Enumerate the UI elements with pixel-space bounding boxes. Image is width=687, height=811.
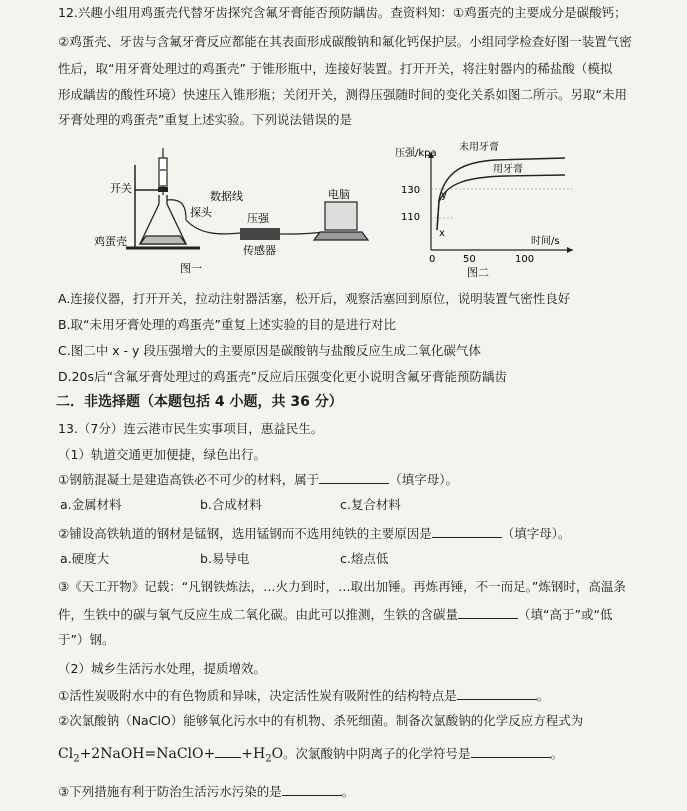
label-pressure: 压强 — [247, 212, 269, 225]
q12-option-c: C.图二中 x - y 段压强增大的主要原因是碳酸钠与盐酸反应生成二氧化碳气体 — [58, 343, 481, 358]
figure-2-caption: 图二 — [467, 266, 489, 279]
curve-used-toothpaste — [437, 175, 565, 230]
q13-part-2-sub-1-text: ①活性炭吸附水中的有色物质和异味，决定活性炭有吸附性的结构特点是 — [58, 688, 457, 703]
chart-xlabel: 时间/s — [531, 236, 560, 247]
data-cable — [186, 220, 240, 234]
formula-h-sub: 2 — [265, 753, 272, 765]
q12-line-2: ②鸡蛋壳、牙齿与含氟牙膏反应都能在其表面形成碳酸钠和氟化钙保护层。小组同学检查好图一装置气密 — [58, 34, 632, 49]
answer-blank-7[interactable] — [282, 782, 342, 796]
formula-o: O — [271, 746, 284, 762]
chart-tick-x0: 0 — [429, 254, 436, 265]
formula-tail-end: 。 — [550, 746, 564, 761]
formula-mid: +2NaOH=NaClO+ — [79, 746, 216, 762]
q12-line-5: 牙膏处理的鸡蛋壳”重复上述实验。下列说法错误的是 — [58, 112, 352, 127]
label-switch: 开关 — [110, 182, 132, 195]
formula-tail-text: 。次氯酸钠中阴离子的化学符号是 — [283, 746, 471, 761]
q13-sub-1-opt-b: b.合成材料 — [200, 497, 262, 512]
q13-sub-1-tail: （填字母）。 — [389, 472, 458, 487]
chart-tick-x50: 50 — [463, 254, 476, 265]
point-y-label: y — [441, 190, 447, 201]
q13-part-1: （1）轨道交通更加便捷，绿色出行。 — [58, 447, 266, 462]
sensor-icon — [240, 228, 280, 240]
answer-blank-2[interactable] — [432, 524, 502, 538]
q13-sub-2-text: ②铺设高铁轨道的钢材是锰钢，选用锰钢而不选用纯铁的主要原因是 — [58, 526, 432, 541]
q12-line-4: 形成龋齿的酸性环境）快速压入锥形瓶；关闭开关，测得压强随时间的变化关系如图二所示。另取“未用 — [58, 87, 627, 102]
q12-option-d: D.20s后“含氟牙膏处理过的鸡蛋壳”反应后压强变化更小说明含氟牙膏能预防龋齿 — [58, 369, 507, 384]
answer-blank-5[interactable] — [215, 744, 241, 758]
q13-sub-3-line-2 — [58, 605, 659, 624]
q13-sub-2-opt-c: c.熔点低 — [340, 551, 389, 566]
q13-sub-2-opt-b: b.易导电 — [200, 551, 250, 566]
point-x-label: x — [439, 228, 445, 239]
q13-part-2-sub-1-tail: 。 — [536, 688, 550, 703]
label-computer: 电脑 — [328, 188, 350, 201]
q13-sub-1-opt-a: a.金属材料 — [60, 497, 122, 512]
q13-title: 13.（7分）连云港市民生实事项目，惠益民生。 — [58, 421, 324, 436]
q13-part-2-sub-1 — [58, 686, 659, 705]
q13-sub-3-tail: （填“高于”或“低 — [518, 607, 613, 622]
label-eggshell: 鸡蛋壳 — [94, 235, 127, 248]
formula-h: +H — [241, 746, 266, 762]
q13-part-2-sub-3-tail: 。 — [341, 784, 355, 799]
answer-blank-3[interactable] — [458, 605, 518, 619]
q13-sub-2-tail: （填字母）。 — [501, 526, 571, 541]
answer-blank-4[interactable] — [457, 686, 537, 700]
figure-1-apparatus — [90, 140, 390, 280]
q13-sub-2 — [58, 524, 659, 543]
chart-tick-x100: 100 — [515, 254, 535, 265]
q13-part-2-sub-3 — [58, 782, 659, 801]
section-2-heading: 二．非选择题（本题包括 4 小题，共 36 分） — [56, 394, 343, 410]
q13-sub-3-text: 件，生铁中的碳与氧气反应生成二氧化碳。由此可以推测，生铁的含碳量 — [58, 607, 459, 622]
q13-part-2: （2）城乡生活污水处理，提质增效。 — [58, 661, 266, 676]
switch-valve — [158, 187, 168, 192]
answer-blank-1[interactable] — [319, 470, 389, 484]
chart-tick-110: 110 — [401, 212, 421, 223]
label-probe: 探头 — [190, 206, 212, 219]
figure-2-chart — [395, 140, 580, 280]
chart-tick-130: 130 — [401, 185, 421, 196]
q13-part-2-sub-3-text: ③下列措施有利于防治生活污水污染的是 — [58, 784, 282, 799]
formula-cl-sub: 2 — [73, 753, 80, 765]
q12-option-a: A.连接仪器，打开开关，拉动注射器活塞，松开后，观察活塞回到原位，说明装置气密性良好 — [58, 291, 571, 306]
label-cable: 数据线 — [210, 190, 243, 203]
label-unused-toothpaste: 未用牙膏 — [459, 142, 499, 153]
chart-ylabel: 压强/kpa — [395, 148, 437, 159]
q13-sub-2-opt-a: a.硬度大 — [60, 551, 110, 566]
q13-sub-1-text: ①钢筋混凝土是建造高铁必不可少的材料，属于 — [58, 472, 320, 487]
q12-line-1: 12.兴趣小组用鸡蛋壳代替牙齿探究含氟牙膏能否预防龋齿。查资料知：①鸡蛋壳的主要成分是碳酸钙； — [58, 5, 627, 20]
q13-formula-line — [58, 744, 659, 769]
formula-cl: Cl — [58, 746, 74, 762]
q12-line-3: 性后，取“用牙膏处理过的鸡蛋壳” 于锥形瓶中，连接好装置。打开开关，将注射器内的稀盐酸（模拟 — [58, 61, 613, 76]
q13-sub-3-line-1: ③《天工开物》记载：“凡钢铁炼法，…火力到时，…取出加锤。再炼再锤，不一而足。”炼钢时，高温条 — [58, 579, 626, 594]
q12-option-b: B.取“未用牙膏处理的鸡蛋壳”重复上述实验的目的是进行对比 — [58, 317, 397, 332]
q13-sub-1 — [58, 470, 659, 489]
q13-sub-3-line-3: 于”）钢。 — [58, 632, 115, 647]
q13-sub-1-opt-c: c.复合材料 — [340, 497, 401, 512]
q13-part-2-sub-2: ②次氯酸钠（NaClO）能够氧化污水中的有机物、杀死细菌。制备次氯酸钠的化学反应方程式为 — [58, 713, 584, 728]
answer-blank-6[interactable] — [471, 744, 551, 758]
computer-icon — [314, 202, 368, 240]
label-sensor: 传感器 — [243, 244, 276, 257]
flask-icon — [140, 195, 186, 244]
figure-1-caption: 图一 — [180, 262, 202, 275]
label-used-toothpaste: 用牙膏 — [493, 164, 523, 175]
